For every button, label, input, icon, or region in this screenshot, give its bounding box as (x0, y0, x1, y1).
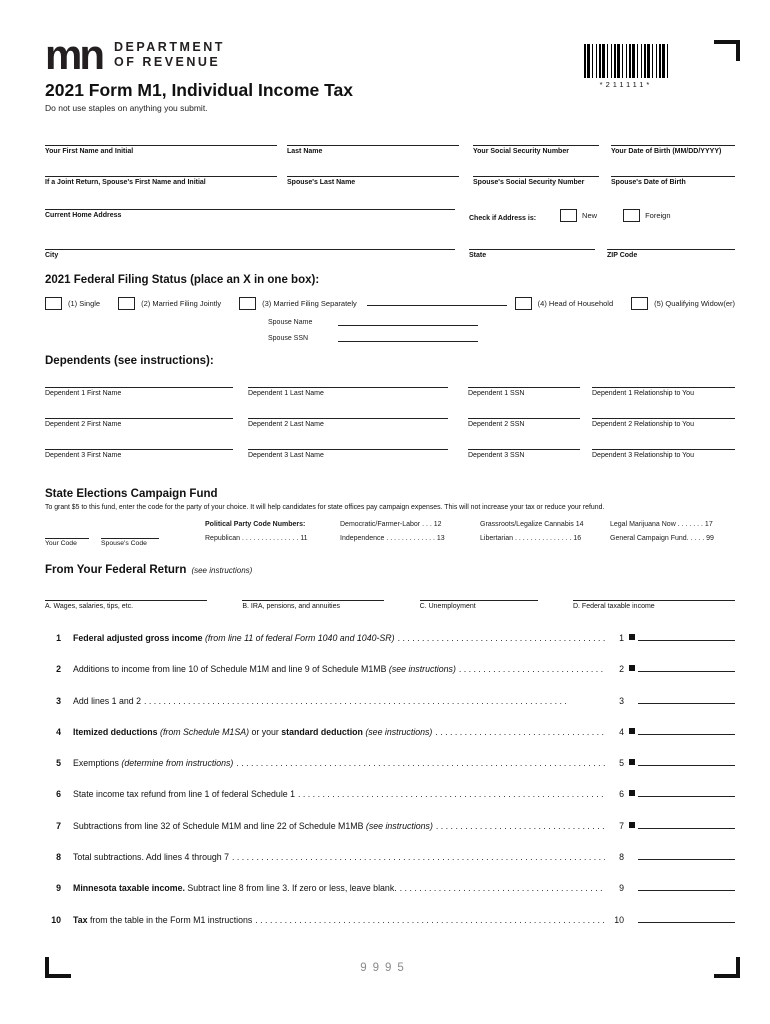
tax-line-6 (45, 788, 735, 819)
ssn-label: Your Social Security Number (473, 147, 569, 155)
address-foreign-option[interactable] (623, 209, 670, 222)
spouse-ssn-row (268, 334, 735, 342)
city-row (45, 249, 735, 259)
dependent-row-2 (45, 418, 735, 428)
line-number-right: 7 (619, 820, 624, 831)
dependent-2-first-name-field[interactable] (45, 418, 233, 428)
separator-line (367, 298, 507, 306)
text-segment: Tax (73, 914, 90, 925)
federal-return-heading-row (45, 564, 735, 576)
home-address-field[interactable] (45, 209, 455, 228)
party-codes-col-3 (480, 518, 610, 547)
dependent-1-last-name-field[interactable] (248, 387, 448, 397)
dependent-row-1 (45, 387, 735, 397)
text-segment: Subtractions from line 32 of Schedule M1M and line 22 of Schedule M1MB (73, 820, 366, 831)
line-number: 2 (56, 664, 61, 675)
tax-lines (45, 632, 735, 945)
dot-leader (435, 727, 605, 737)
filing-status-option-head-of-household[interactable] (515, 297, 613, 310)
text-segment: (see instructions) (388, 664, 456, 675)
campaign-code-fields (45, 518, 205, 547)
line-number-right: 2 (619, 664, 624, 675)
dot-leader (436, 821, 605, 831)
first-name-label: Your First Name and Initial (45, 147, 134, 155)
zip-field[interactable] (607, 249, 735, 259)
spouse-last-name-field[interactable] (287, 176, 459, 186)
text-segment: Minnesota taxable income. (73, 883, 188, 894)
federal-return-heading: From Your Federal Return (45, 563, 187, 576)
form-footer-code: 9995 (360, 962, 410, 974)
text-segment: Subtract line 8 from line 3. If zero or less, leave blank. (187, 883, 397, 894)
dob-field[interactable] (611, 145, 735, 155)
line-description (73, 883, 397, 893)
line-4-amount-field[interactable] (638, 726, 735, 735)
party-code-grassroots: Grassroots/Legalize Cannabis 14 (480, 520, 584, 528)
married-jointly-checkbox-icon[interactable] (118, 297, 135, 310)
line-description (73, 727, 432, 737)
federal-taxable-income-label: D. Federal taxable income (572, 602, 655, 610)
line-number: 5 (56, 758, 61, 769)
line-number-right: 9 (619, 883, 624, 894)
line-3-amount-field[interactable] (638, 695, 735, 704)
text-segment: (determine from instructions) (121, 758, 234, 769)
campaign-fund-body (45, 518, 735, 547)
dependent-2-ssn-label: Dependent 2 SSN (468, 420, 525, 428)
mn-logo: mn (45, 31, 102, 78)
ira-pensions-label: B. IRA, pensions, and annuities (242, 602, 340, 610)
dependents-heading: Dependents (see instructions): (45, 354, 214, 367)
address-check-area (469, 209, 735, 228)
text-segment: Federal adjusted gross income (73, 632, 205, 643)
dot-leader (144, 696, 605, 706)
filing-status-option-married-separately[interactable] (239, 297, 357, 310)
barcode-text: *211111* (599, 80, 653, 89)
spouse-code-field[interactable] (101, 538, 159, 547)
married-jointly-label: (2) Married Filing Jointly (141, 298, 222, 308)
party-codes-title: Political Party Code Numbers: (205, 520, 306, 528)
foreign-address-label: Foreign (645, 210, 671, 220)
federal-return-columns (45, 600, 735, 610)
filing-status-option-qualifying-widower[interactable] (631, 297, 735, 310)
wages-label: A. Wages, salaries, tips, etc. (45, 602, 134, 610)
line-6-amount-field[interactable] (638, 788, 735, 797)
line-1-amount-field[interactable] (638, 632, 735, 641)
spouse-first-name-field[interactable] (45, 176, 277, 186)
your-code-label: Your Code (45, 539, 77, 547)
qualifying-widower-label: (5) Qualifying Widow(er) (654, 298, 735, 308)
party-code-libertarian: Libertarian . . . . . . . . . . . . . . . 16 (480, 535, 582, 543)
text-segment: Add lines 1 and 2 (73, 695, 141, 706)
campaign-fund-description: To grant $5 to this fund, enter the code for the party of your choice. It will help candidates for state offices pay campaign expenses. This will not increase your tax or reduce your refund. (45, 503, 605, 511)
line-description (73, 915, 252, 925)
dependent-1-last-name-label: Dependent 1 Last Name (248, 389, 324, 397)
dependent-3-relationship-field[interactable] (592, 449, 735, 459)
text-segment: (see instructions) (365, 820, 433, 831)
spouse-ssn-fill-field[interactable] (338, 334, 478, 342)
head-of-household-checkbox-icon[interactable] (515, 297, 532, 310)
party-codes-col-4 (610, 518, 735, 547)
campaign-fund-heading: State Elections Campaign Fund (45, 487, 218, 500)
dependent-1-first-name-field[interactable] (45, 387, 233, 397)
text-segment: Exemptions (73, 758, 122, 769)
dependent-2-relationship-field[interactable] (592, 418, 735, 428)
dot-leader (298, 789, 605, 799)
line-description (73, 696, 141, 706)
spouse-ssn-field[interactable] (473, 176, 599, 186)
dot-leader (400, 883, 605, 893)
form-title: 2021 Form M1, Individual Income Tax (45, 79, 353, 100)
line-8-amount-field[interactable] (638, 851, 735, 860)
text-segment: (see instructions) (365, 726, 433, 737)
dependent-1-first-name-label: Dependent 1 First Name (45, 389, 122, 397)
line-description (73, 633, 395, 643)
agency-name (114, 40, 225, 70)
city-field[interactable] (45, 249, 455, 259)
single-checkbox-icon[interactable] (45, 297, 62, 310)
party-codes-col-1 (205, 518, 340, 547)
dependent-3-first-name-field[interactable] (45, 449, 233, 459)
spouse-ssn-label2: Spouse SSN (268, 334, 309, 342)
wages-field[interactable] (45, 600, 207, 610)
line-2-amount-field[interactable] (638, 663, 735, 672)
text-segment: (from line 11 of federal Form 1040 and 1040-SR) (205, 632, 395, 643)
dependent-2-first-name-label: Dependent 2 First Name (45, 420, 122, 428)
line-number-right: 8 (619, 852, 624, 863)
dependent-3-last-name-field[interactable] (248, 449, 448, 459)
address-row (45, 209, 735, 228)
tax-line-2 (45, 663, 735, 694)
married-separately-checkbox-icon[interactable] (239, 297, 256, 310)
text-segment: standard deduction (281, 726, 366, 737)
foreign-address-checkbox-icon[interactable] (623, 209, 640, 222)
text-segment: from the table in the Form M1 instructions (89, 914, 253, 925)
dependent-3-relationship-label: Dependent 3 Relationship to You (592, 451, 694, 459)
text-segment: Itemized deductions (73, 726, 161, 737)
spouse-name-label: Spouse Name (268, 318, 313, 326)
line-number-right: 10 (614, 914, 624, 925)
dependent-2-relationship-label: Dependent 2 Relationship to You (592, 420, 694, 428)
unemployment-label: C. Unemployment (419, 602, 476, 610)
party-codes-col-2 (340, 518, 480, 547)
first-name-field[interactable] (45, 145, 277, 155)
dot-leader (459, 664, 605, 674)
spouse-dob-field[interactable] (611, 176, 735, 186)
dependent-row-3 (45, 449, 735, 459)
dependent-1-relationship-label: Dependent 1 Relationship to You (592, 389, 694, 397)
agency-name-line2: OF REVENUE (114, 54, 221, 69)
dependent-3-ssn-label: Dependent 3 SSN (468, 451, 525, 459)
dot-leader (236, 758, 605, 768)
line-9-amount-field[interactable] (638, 882, 735, 891)
tax-line-8 (45, 851, 735, 882)
home-address-label: Current Home Address (45, 211, 122, 219)
spouse-name-fill-field[interactable] (338, 318, 478, 326)
single-label: (1) Single (68, 298, 101, 308)
new-address-label: New (582, 210, 598, 220)
tax-line-9 (45, 882, 735, 913)
line-number-right: 6 (619, 789, 624, 800)
state-field[interactable] (469, 249, 595, 259)
state-label: State (469, 251, 487, 259)
dob-label: Your Date of Birth (MM/DD/YYYY) (611, 147, 722, 155)
zip-label: ZIP Code (607, 251, 638, 259)
new-address-checkbox-icon[interactable] (560, 209, 577, 222)
dot-leader (232, 852, 605, 862)
spouse-last-name-label: Spouse's Last Name (287, 178, 356, 186)
federal-taxable-income-field[interactable] (573, 600, 735, 610)
ssn-field[interactable] (473, 145, 599, 155)
dependent-1-ssn-label: Dependent 1 SSN (468, 389, 525, 397)
federal-return-note: (see instructions) (191, 565, 253, 575)
filing-status-option-married-jointly[interactable] (118, 297, 221, 310)
line-number-right: 5 (619, 758, 624, 769)
dependent-1-relationship-field[interactable] (592, 387, 735, 397)
text-segment: Additions to income from line 10 of Schedule M1M and line 9 of Schedule M1MB (73, 664, 389, 675)
qualifying-widower-checkbox-icon[interactable] (631, 297, 648, 310)
identity-row-2 (45, 176, 735, 186)
married-separately-label: (3) Married Filing Separately (262, 298, 357, 308)
line-description (73, 821, 433, 831)
filing-status-options (45, 297, 735, 310)
last-name-label: Last Name (287, 147, 323, 155)
line-number: 9 (56, 883, 61, 894)
spouse-first-name-label: If a Joint Return, Spouse's First Name and Initial (45, 178, 206, 186)
agency-brand (45, 31, 735, 78)
spouse-name-row (268, 318, 735, 326)
line-description (73, 758, 233, 768)
line-number: 7 (56, 820, 61, 831)
line-description (73, 852, 229, 862)
dependent-1-ssn-field[interactable] (468, 387, 580, 397)
your-code-field[interactable] (45, 538, 89, 547)
line-number: 10 (51, 914, 61, 925)
line-number: 6 (56, 789, 61, 800)
dependent-2-last-name-label: Dependent 2 Last Name (248, 420, 324, 428)
party-code-legal-marijuana: Legal Marijuana Now . . . . . . . 17 (610, 520, 713, 528)
tax-line-3 (45, 695, 735, 726)
dot-leader (398, 633, 605, 643)
line-number: 1 (56, 632, 61, 643)
text-segment: or your (251, 726, 282, 737)
dependent-3-last-name-label: Dependent 3 Last Name (248, 451, 324, 459)
spouse-ssn-label: Spouse's Social Security Number (473, 178, 585, 186)
address-check-label: Check if Address is: (469, 214, 537, 222)
line-number: 8 (56, 852, 61, 863)
tax-line-1 (45, 632, 735, 663)
dependent-3-first-name-label: Dependent 3 First Name (45, 451, 122, 459)
city-label: City (45, 251, 59, 259)
line-number-right: 3 (619, 695, 624, 706)
tax-line-10 (45, 914, 735, 945)
unemployment-field[interactable] (420, 600, 538, 610)
tax-line-7 (45, 820, 735, 851)
address-new-option[interactable] (560, 209, 597, 222)
text-segment: State income tax refund from line 1 of federal Schedule 1 (73, 789, 296, 800)
text-segment: Total subtractions. Add lines 4 through 7 (73, 852, 229, 863)
line-number: 4 (56, 726, 61, 737)
head-of-household-label: (4) Head of Household (537, 298, 614, 308)
filing-status-heading: 2021 Federal Filing Status (place an X in one box): (45, 273, 320, 286)
identity-row-1 (45, 145, 735, 155)
tax-line-5 (45, 757, 735, 788)
line-number-right: 1 (619, 632, 624, 643)
party-code-independence: Independence . . . . . . . . . . . . . 13 (340, 535, 445, 543)
party-code-republican: Republican . . . . . . . . . . . . . . . 11 (205, 535, 308, 543)
form-subtitle: Do not use staples on anything you submit. (45, 102, 208, 113)
line-description (73, 789, 295, 799)
filing-status-option-single[interactable] (45, 297, 100, 310)
line-5-amount-field[interactable] (638, 757, 735, 766)
line-number-right: 4 (619, 726, 624, 737)
dependent-2-ssn-field[interactable] (468, 418, 580, 428)
party-code-general-fund: General Campaign Fund. . . . . 99 (610, 535, 714, 543)
last-name-field[interactable] (287, 145, 459, 155)
dependent-3-ssn-field[interactable] (468, 449, 580, 459)
agency-name-line1: DEPARTMENT (114, 39, 225, 54)
dependent-2-last-name-field[interactable] (248, 418, 448, 428)
party-code-democratic: Democratic/Farmer-Labor . . . 12 (340, 520, 442, 528)
line-number: 3 (56, 695, 61, 706)
spouse-dob-label: Spouse's Date of Birth (611, 178, 686, 186)
text-segment: (from Schedule M1SA) (160, 726, 252, 737)
dot-leader (255, 915, 605, 925)
ira-pensions-field[interactable] (242, 600, 384, 610)
line-7-amount-field[interactable] (638, 820, 735, 829)
spouse-code-label: Spouse's Code (101, 539, 147, 547)
tax-line-4 (45, 726, 735, 757)
party-codes-grid (205, 518, 735, 547)
line-description (73, 664, 456, 674)
line-10-amount-field[interactable] (638, 914, 735, 923)
